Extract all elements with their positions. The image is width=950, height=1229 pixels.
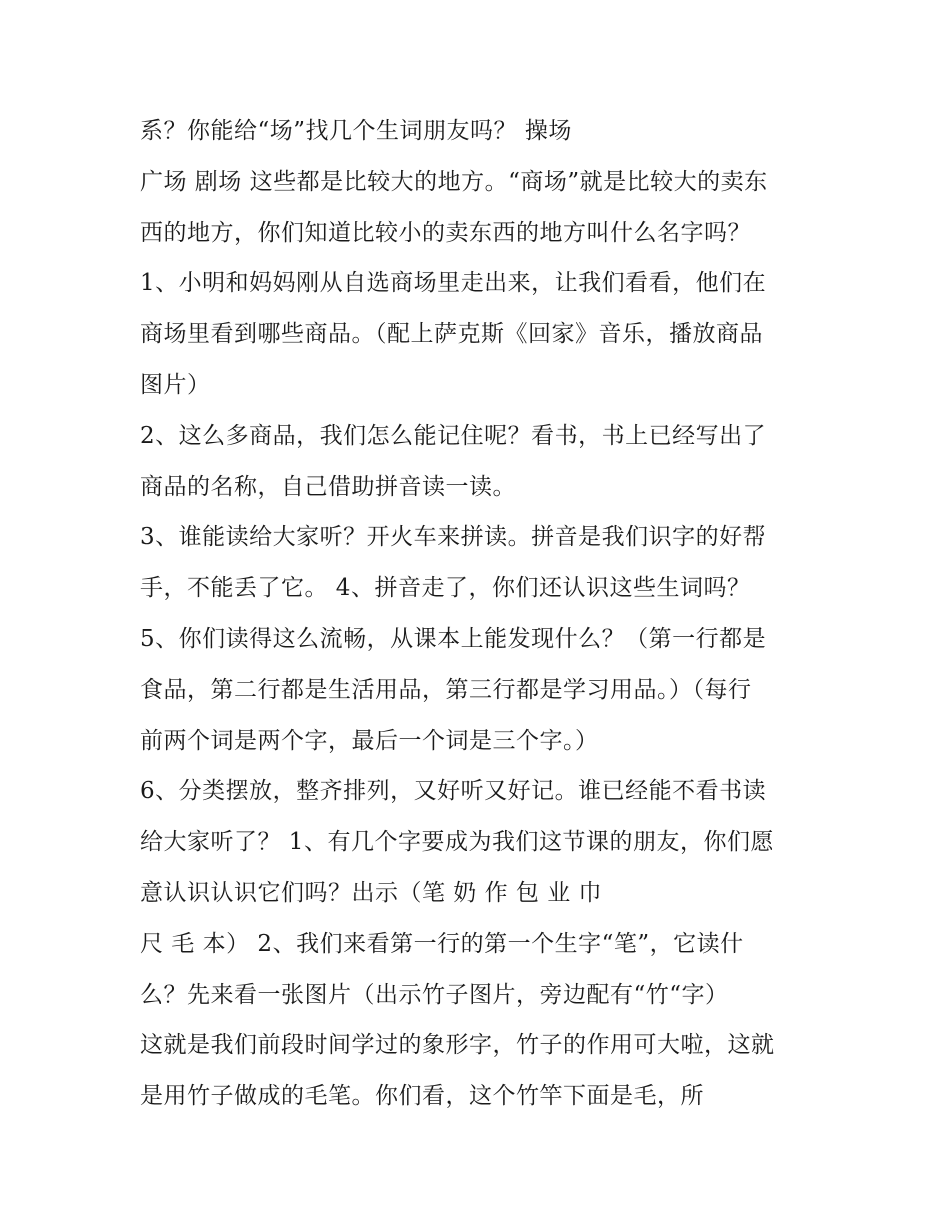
text-line: 这就是我们前段时间学过的象形字，竹子的作用可大啦，这就 (140, 1032, 775, 1059)
text-line: 前两个词是两个字，最后一个词是三个字。） (140, 727, 599, 754)
text-line: 1、小明和妈妈刚从自选商场里走出来，让我们看看，他们在 (140, 270, 767, 297)
text-line: 广场 剧场 这些都是比较大的地方。“商场”就是比较大的卖东 (140, 168, 768, 195)
text-line: 食品，第二行都是生活用品，第三行都是学习用品。）（每行 (140, 676, 752, 703)
text-line: 尺 毛 本） 2、我们来看第一行的第一个生字“笔”，它读什 (140, 930, 744, 957)
text-line: 么？先来看一张图片（出示竹子图片，旁边配有“竹“字） (140, 981, 729, 1008)
text-line: 是用竹子做成的毛笔。你们看，这个竹竿下面是毛，所 (140, 1083, 704, 1110)
document-body (140, 106, 830, 1122)
text-line: 手，不能丢了它。 4、拼音走了，你们还认识这些生词吗？ (140, 575, 751, 602)
text-line: 意认识认识它们吗？出示（笔 奶 作 包 业 巾 (140, 879, 603, 906)
text-line: 2、这么多商品，我们怎么能记住呢？看书，书上已经写出了 (140, 422, 767, 449)
text-line: 6、分类摆放，整齐排列，又好听又好记。谁已经能不看书读 (140, 778, 767, 805)
text-line: 图片） (140, 371, 211, 398)
text-line: 系？你能给“场”找几个生词朋友吗？ 操场 (140, 118, 572, 144)
text-line: 3、谁能读给大家听？开火车来拼读。拼音是我们识字的好帮 (140, 524, 767, 551)
text-line: 西的地方，你们知道比较小的卖东西的地方叫什么名字吗？ (140, 219, 751, 246)
text-line: 给大家听了？ 1、有几个字要成为我们这节课的朋友，你们愿 (140, 829, 774, 856)
text-line: 商品的名称，自己借助拼音读一读。 (140, 473, 516, 500)
text-line: 5、你们读得这么流畅，从课本上能发现什么？（第一行都是 (140, 625, 767, 652)
text-line: 商场里看到哪些商品。（配上萨克斯《回家》音乐，播放商品 (140, 321, 763, 348)
